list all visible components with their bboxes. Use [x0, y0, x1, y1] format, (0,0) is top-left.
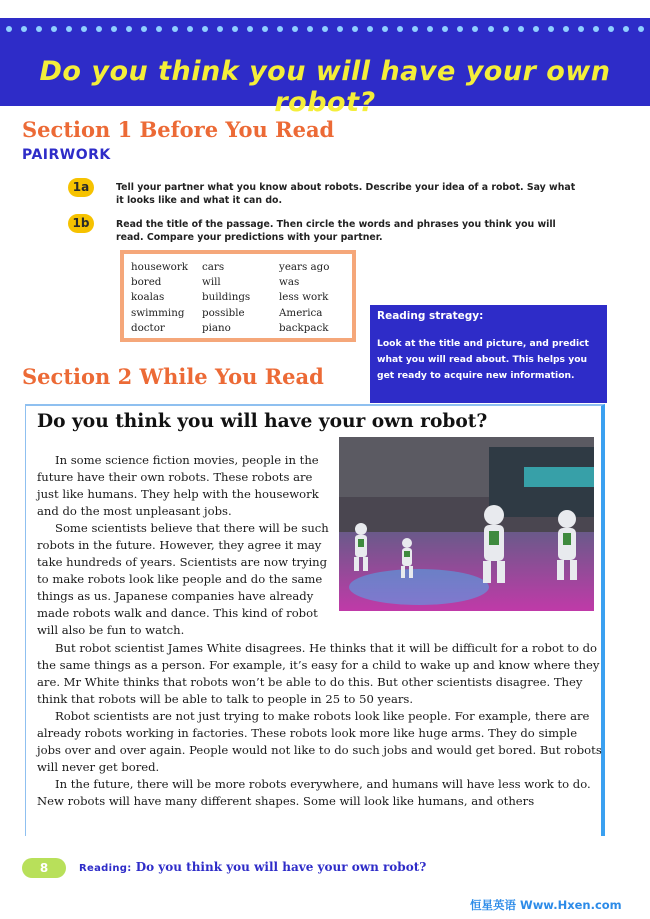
word-item[interactable]: America: [279, 306, 323, 319]
banner-dot: [638, 26, 644, 32]
footer-section-label: Reading:: [79, 863, 132, 874]
word-item[interactable]: swimming: [131, 306, 185, 319]
banner-dot: [156, 26, 162, 32]
banner-dot: [518, 26, 524, 32]
word-column-1: [131, 260, 188, 336]
banner-dot: [412, 26, 418, 32]
banner-dot: [488, 26, 494, 32]
banner-dot: [6, 26, 12, 32]
word-item[interactable]: cars: [202, 261, 225, 273]
banner-dot: [126, 26, 132, 32]
word-item[interactable]: piano: [202, 321, 231, 334]
banner-dot: [217, 26, 223, 32]
banner-dot: [533, 26, 539, 32]
banner-dot: [472, 26, 478, 32]
banner-dot: [81, 26, 87, 32]
banner-dot: [66, 26, 72, 32]
banner-dot: [262, 26, 268, 32]
banner-dot: [367, 26, 373, 32]
article-title: Do you think you will have your own robot?: [37, 411, 488, 432]
banner-dot: [623, 26, 629, 32]
site-watermark: 恒星英语 Www.Hxen.com: [470, 898, 622, 912]
banner-dot: [141, 26, 147, 32]
banner-dot: [277, 26, 283, 32]
robot-photo: [339, 437, 594, 611]
banner-dot: [337, 26, 343, 32]
banner-dot: [247, 26, 253, 32]
banner-dot: [593, 26, 599, 32]
word-item[interactable]: housework: [131, 261, 189, 273]
article-paragraph-5: In the future, there will be more robots everywhere, and humans will have less work to do. New robots will have many different shapes. Some will look like humans, and others: [37, 777, 591, 808]
banner-dot: [352, 26, 358, 32]
article-paragraph-4: Robot scientists are not just trying to make robots look like people. For example, there are already robots working in factories. These robots look more like huge arms. They do simple jobs over and over again. People would not like to do such jobs and would get bored. But robots will never get bored.: [37, 709, 602, 774]
banner-dot: [442, 26, 448, 32]
word-item[interactable]: was: [279, 276, 300, 289]
banner-dot: [202, 26, 208, 32]
task-1b-text: Read the title of the passage. Then circle the words and phrases you think you will read. Compare your predictions with your partner.: [116, 219, 556, 243]
word-item[interactable]: koalas: [131, 291, 165, 304]
strategy-body: Look at the title and picture, and predict what you will read about. This helps you get ready to acquire new information.: [377, 338, 589, 381]
banner-dot: [563, 26, 569, 32]
word-list-box: [120, 250, 356, 342]
banner-dot: [427, 26, 433, 32]
banner-dot: [232, 26, 238, 32]
banner-dot: [96, 26, 102, 32]
word-item[interactable]: doctor: [131, 321, 165, 334]
word-item[interactable]: less work: [279, 291, 329, 304]
banner-dot: [292, 26, 298, 32]
task-1b-badge: 1b: [68, 214, 94, 233]
word-item[interactable]: will: [202, 276, 221, 289]
banner-dot: [111, 26, 117, 32]
section1-heading: Section 1 Before You Read: [22, 117, 335, 142]
banner-dot: [397, 26, 403, 32]
footer-section-title: Do you think you will have your own robot?: [135, 860, 427, 874]
banner-dot: [36, 26, 42, 32]
article-paragraph-1: In some science fiction movies, people in the future have their own robots. These robots are just like humans. They help with the housework and do the most unpleasant jobs.: [37, 453, 319, 518]
article-paragraph-3: But robot scientist James White disagrees. He thinks that it will be difficult for a robot to do the same things as a person. For example, it’s easy for a child to wake up and know where they are. Mr White thinks that robots won’t be able to do this. But other scientists disagree. They think that robots will be able to talk to people in 25 to 50 years.: [37, 641, 600, 706]
robot-photo-illustration: [339, 437, 594, 611]
word-item[interactable]: buildings: [202, 291, 251, 304]
page-title: Do you think you will have your own robot?: [39, 56, 611, 118]
section2-heading: Section 2 While You Read: [22, 364, 324, 389]
banner-dot: [21, 26, 27, 32]
word-item[interactable]: possible: [202, 306, 245, 319]
word-item[interactable]: years ago: [279, 261, 330, 273]
banner-dot: [51, 26, 57, 32]
banner-dot: [187, 26, 193, 32]
pairwork-label: PAIRWORK: [22, 147, 111, 163]
banner-dot: [503, 26, 509, 32]
word-column-2: [202, 260, 250, 336]
page-number-badge: 8: [22, 858, 66, 878]
strategy-title: Reading strategy:: [377, 310, 484, 322]
task-1a-text: Tell your partner what you know about robots. Describe your idea of a robot. Say what it looks like and what it can do.: [116, 182, 576, 206]
banner-dot: [548, 26, 554, 32]
word-column-3: [279, 260, 329, 336]
banner-dots: [0, 26, 650, 36]
banner-dot: [608, 26, 614, 32]
task-1a-badge: 1a: [68, 178, 94, 197]
footer-running-title: [79, 860, 426, 874]
banner-dot: [307, 26, 313, 32]
reading-strategy-box: [370, 305, 607, 403]
banner-dot: [382, 26, 388, 32]
word-item[interactable]: backpack: [279, 321, 329, 334]
banner-dot: [172, 26, 178, 32]
banner-dot: [322, 26, 328, 32]
banner-dot: [457, 26, 463, 32]
article-paragraph-2: Some scientists believe that there will be such robots in the future. However, they agree it may take hundreds of years. Scientists are now trying to make robots look like people and do the same things as us. Japanese companies have already made robots walk and dance. This kind of robot will also be fun to watch.: [37, 521, 329, 637]
word-item[interactable]: bored: [131, 276, 162, 289]
banner-dot: [578, 26, 584, 32]
